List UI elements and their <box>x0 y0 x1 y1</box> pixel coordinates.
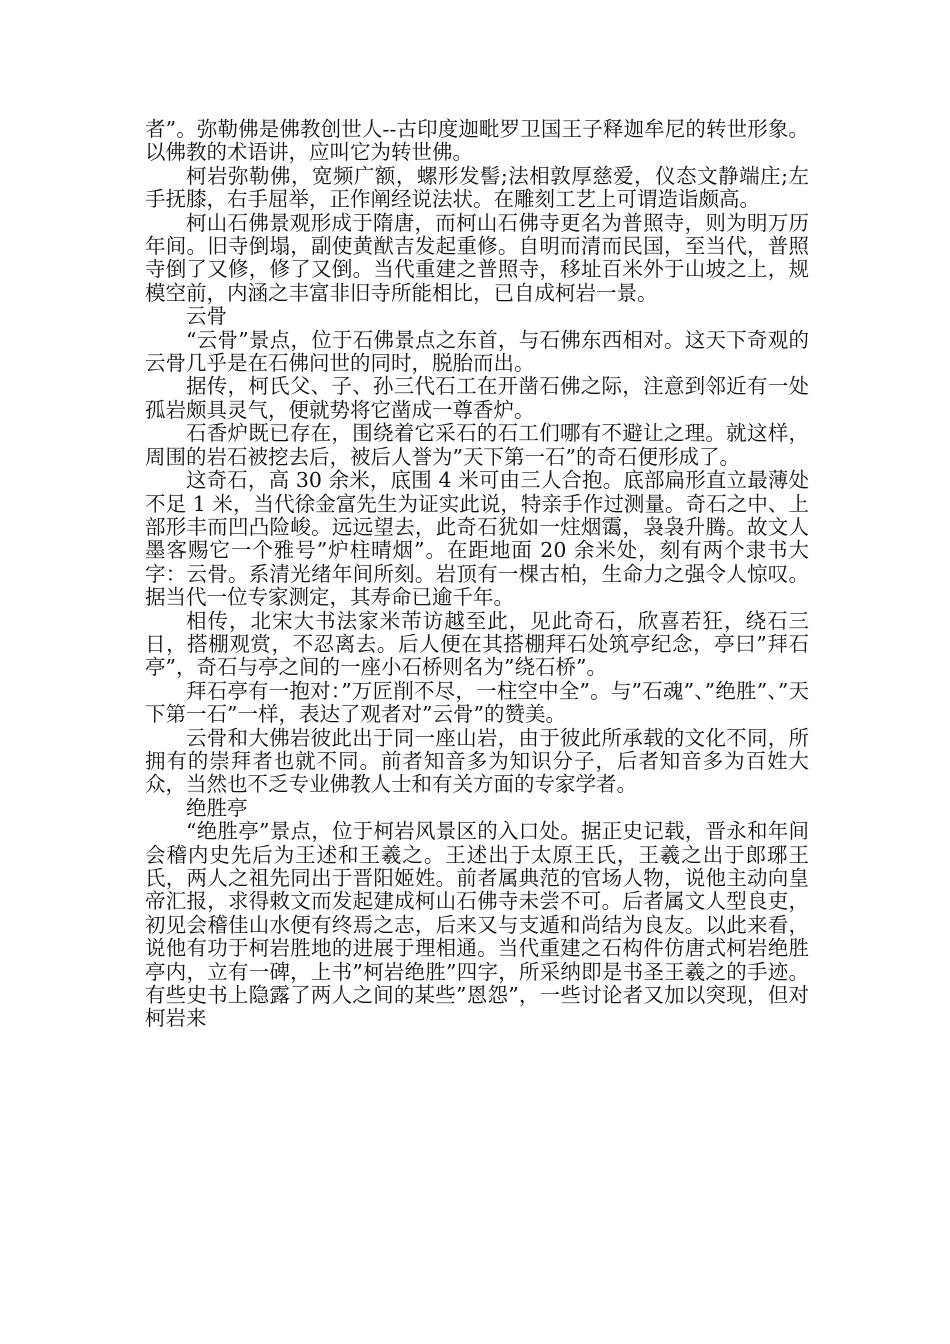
paragraph-continuation: 者”。弥勒佛是佛教创世人--古印度迦毗罗卫国王子释迦牟尼的转世形象。以佛教的术语讲，应叫它为转世佛。 <box>145 117 809 165</box>
paragraph-maitreya-description: 柯岩弥勒佛，宽频广额，螺形发髻;法相敦厚慈爱，仪态文静端庄;左手抚膝，右手屈举，正作阐经说法状。在雕刻工艺上可谓造诣颇高。 <box>145 163 809 212</box>
paragraph-yungu-location: “云骨”景点，位于石佛景点之东首，与石佛东西相对。这天下奇观的云骨几乎是在石佛问世的同时，脱胎而出。 <box>145 327 809 376</box>
paragraph-yungu-comparison: 云骨和大佛岩彼此出于同一座山岩，由于彼此所承载的文化不同，所拥有的崇拜者也就不同。前者知音多为知识分子，后者知音多为百姓大众，当然也不乏专业佛教人士和有关方面的专家学者。 <box>145 725 809 797</box>
paragraph-rock-dimensions: 这奇石，高 30 余米，底围 4 米可由三人合抱。底部扁形直立最薄处不足 1 米，当代徐金富先生为证实此说，特亲手作过测量。奇石之中、上部形丰而凹凸险峻。远远望去，此奇石犹如一炷烟霭，袅袅升腾。故文人墨客赐它一个雅号”炉柱晴烟”。在距地面 20 余米处，刻有两个隶书大字：云骨。系清光绪年间所刻。岩顶有一棵古柏，生命力之强令人惊叹。据当代一位专家测定，其寿命已逾千年。 <box>145 468 809 610</box>
section-heading-jueshengting: 绝胜亭 <box>186 795 248 820</box>
paragraph-yungu-legend: 据传，柯氏父、子、孙三代石工在开凿石佛之际，注意到邻近有一处孤岩颇具灵气，便就势将它凿成一尊香炉。 <box>145 374 809 422</box>
paragraph-jueshengting-history: “绝胜亭”景点，位于柯岩风景区的入口处。据正史记载，晋永和年间会稽内史先后为王述和王羲之。王述出于太原王氏，王羲之出于郎琊王氏，两人之祖先同出于晋阳姬姓。前者属典范的官场人物，说他主动向皇帝汇报，求得敕文而发起建成柯山石佛寺未尝不可。后者属文人型良吏，初见会稽佳山水便有终焉之志，后来又与支遁和尚结为良友。以此来看，说他有功于柯岩胜地的进展于理相通。当代重建之石构件仿唐式柯岩绝胜亭内，立有一碑，上书”柯岩绝胜”四字，所采纳即是书圣王羲之的手迹。有些史书上隐露了两人之间的某些”恩怨”，一些讨论者又加以突现，但对柯岩来 <box>145 819 809 1031</box>
paragraph-mi-fu-legend: 相传，北宋大书法家米芾访越至此，见此奇石，欣喜若狂，绕石三日，搭棚观赏，不忍离去。后人便在其搭棚拜石处筑亭纪念，亭曰”拜石亭”，奇石与亭之间的一座小石桥则名为”绕石桥”。 <box>145 608 809 680</box>
paragraph-puzhao-temple: 柯山石佛景观形成于隋唐，而柯山石佛寺更名为普照寺，则为明万历年间。旧寺倒塌，副使黄猷吉发起重修。自明而清而民国，至当代，普照寺倒了又修，修了又倒。当代重建之普照寺，移址百米外于山坡之上，规模空前，内涵之丰富非旧寺所能相比，已自成柯岩一景。 <box>145 210 809 305</box>
section-heading-yungu: 云骨 <box>186 304 227 329</box>
paragraph-couplet: 拜石亭有一抱对：”万匠削不尽，一柱空中全”。与”石魂”、”绝胜”、”天下第一石”一样，表达了观者对”云骨”的赞美。 <box>145 678 809 727</box>
paragraph-stone-censer: 石香炉既已存在，围绕着它采石的石工们哪有不避让之理。就这样，周围的岩石被挖去后，被后人誉为”天下第一石”的奇石便形成了。 <box>145 421 809 469</box>
document-page <box>145 118 809 1031</box>
